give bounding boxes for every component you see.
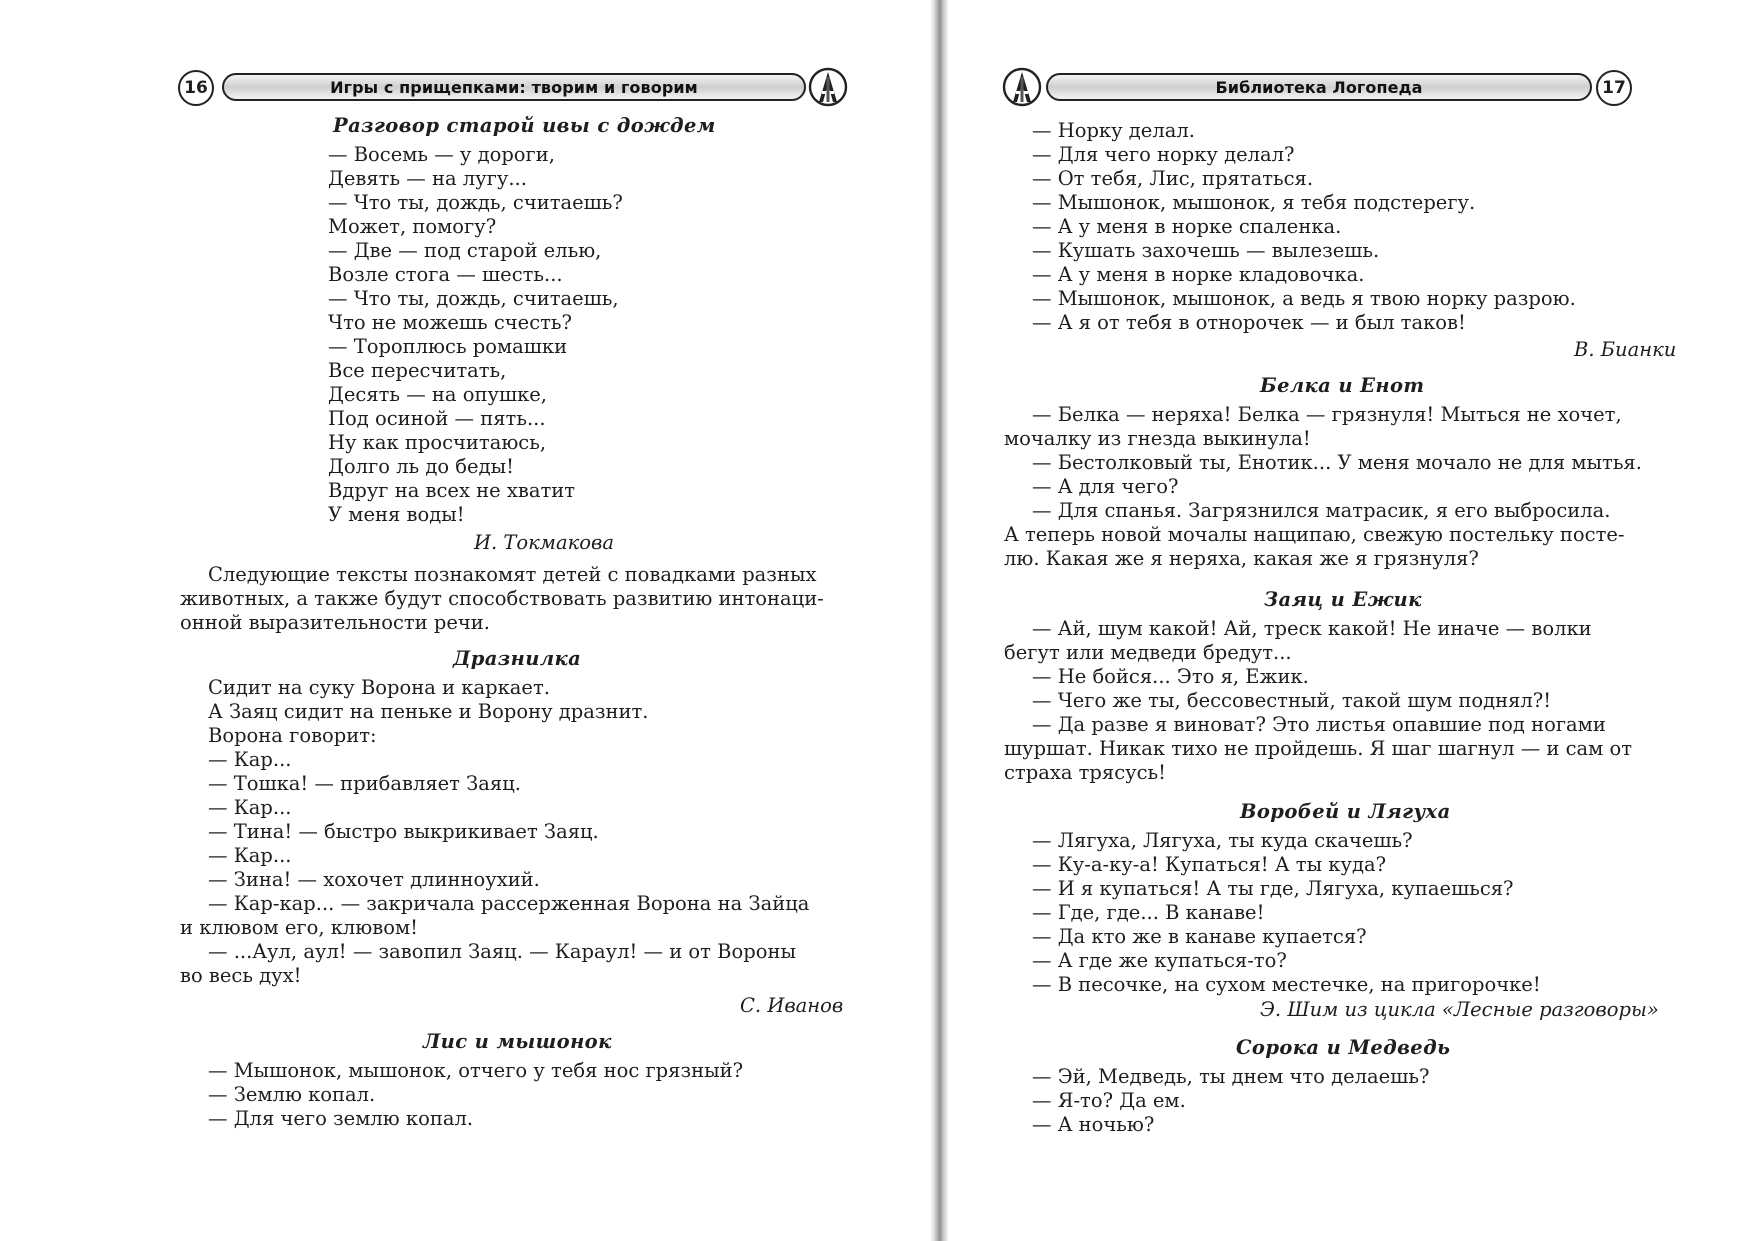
story-line: — Для спанья. Загрязнился матрасик, я его выбросила. [1032, 499, 1611, 522]
poem-line: — Восемь — у дороги, [328, 143, 555, 166]
story-line: и клювом его, клювом! [180, 916, 418, 939]
book-spine [930, 0, 948, 1241]
story-line: А теперь новой мочалы нащипаю, свежую постельку посте- [1004, 523, 1625, 546]
story-title: Заяц и Ежик [1264, 588, 1422, 611]
story-line: во весь дух! [180, 964, 302, 987]
story-line: — Эй, Медведь, ты днем что делаешь? [1032, 1065, 1430, 1088]
poem-line: — Тороплюсь ромашки [328, 335, 568, 358]
running-header: Игры с прищепками: творим и говорим [222, 73, 806, 101]
story-line: — Где, где... В канаве! [1032, 901, 1265, 924]
story-line: — Мышонок, мышонок, я тебя подстерегу. [1032, 191, 1476, 214]
story-line: — В песочке, на сухом местечке, на пригорочке! [1032, 973, 1541, 996]
story-line: — Чего же ты, бессовестный, такой шум поднял?! [1032, 689, 1552, 712]
story-line: — А ночью? [1032, 1113, 1155, 1136]
poem-title: Разговор старой ивы с дождем [333, 114, 716, 137]
poem-line: Девять — на лугу... [328, 167, 527, 190]
story-line: — Ку-а-ку-а! Купаться! А ты куда? [1032, 853, 1387, 876]
poem-line: Долго ль до беды! [328, 455, 514, 478]
poem-line: У меня воды! [328, 503, 465, 526]
story-line: А Заяц сидит на пеньке и Ворону дразнит. [208, 700, 649, 723]
story-line: шуршат. Никак тихо не пройдешь. Я шаг шагнул — и сам от [1004, 737, 1633, 760]
story-line: — А я от тебя в отнорочек — и был таков! [1032, 311, 1466, 334]
story-line: — Кар... [208, 844, 292, 867]
story-line: — Кар-кар... — закричала рассерженная Ворона на Зайца [208, 892, 810, 915]
story-line: бегут или медведи бредут... [1004, 641, 1292, 664]
poem-line: Возле стога — шесть... [328, 263, 563, 286]
poem-author: И. Токмакова [474, 531, 614, 554]
story-line: — Норку делал. [1032, 119, 1195, 142]
story-title: Белка и Енот [1260, 374, 1425, 397]
story-line: — Кар... [208, 796, 292, 819]
story-line: — Бестолковый ты, Енотик... У меня мочало не для мытья. [1032, 451, 1642, 474]
page-number: 17 [1596, 70, 1632, 106]
story-line: — Мышонок, мышонок, а ведь я твою норку разрою. [1032, 287, 1576, 310]
story-line: — А где же купаться-то? [1032, 949, 1287, 972]
story-line: — Лягуха, Лягуха, ты куда скачешь? [1032, 829, 1413, 852]
story-line: страха трясусь! [1004, 761, 1166, 784]
story-title: Дразнилка [453, 647, 582, 670]
story-line: — Тошка! — прибавляет Заяц. [208, 772, 521, 795]
story-line: — Землю копал. [208, 1083, 376, 1106]
story-line: — Мышонок, мышонок, отчего у тебя нос грязный? [208, 1059, 744, 1082]
story-line: Ворона говорит: [208, 724, 377, 747]
story-line: — Да кто же в канаве купается? [1032, 925, 1367, 948]
running-header: Библиотека Логопеда [1046, 73, 1592, 101]
story-author: В. Бианки [1574, 338, 1677, 361]
story-line: — Я-то? Да ем. [1032, 1089, 1186, 1112]
story-line: — Белка — неряха! Белка — грязнуля! Мыться не хочет, [1032, 403, 1622, 426]
right-page [948, 0, 1741, 1241]
intro-line: животных, а также будут способствовать развитию интонаци- [180, 587, 824, 610]
story-line: — Кар... [208, 748, 292, 771]
story-line: — Кушать захочешь — вылезешь. [1032, 239, 1380, 262]
story-title: Воробей и Лягуха [1240, 800, 1451, 823]
story-line: мочалку из гнезда выкинула! [1004, 427, 1311, 450]
story-line: — А у меня в норке кладовочка. [1032, 263, 1365, 286]
story-line: — Не бойся... Это я, Ежик. [1032, 665, 1309, 688]
page-number: 16 [178, 70, 214, 106]
story-author: С. Иванов [740, 994, 844, 1017]
poem-line: Десять — на опушке, [328, 383, 548, 406]
poem-line: — Две — под старой елью, [328, 239, 602, 262]
story-line: — И я купаться! А ты где, Лягуха, купаешься? [1032, 877, 1514, 900]
intro-line: онной выразительности речи. [180, 611, 490, 634]
poem-line: Может, помогу? [328, 215, 497, 238]
poem-line: — Что ты, дождь, считаешь? [328, 191, 623, 214]
poem-line: — Что ты, дождь, считаешь, [328, 287, 619, 310]
story-line: — А для чего? [1032, 475, 1179, 498]
story-line: Сидит на суку Ворона и каркает. [208, 676, 550, 699]
story-title: Сорока и Медведь [1236, 1036, 1451, 1059]
poem-line: Вдруг на всех не хватит [328, 479, 576, 502]
story-line: — Да разве я виноват? Это листья опавшие под ногами [1032, 713, 1606, 736]
poem-line: Под осиной — пять... [328, 407, 546, 430]
story-author: Э. Шим из цикла «Лесные разговоры» [1260, 998, 1659, 1021]
story-line: — Ай, шум какой! Ай, треск какой! Не иначе — волки [1032, 617, 1592, 640]
story-line: — Для чего норку делал? [1032, 143, 1295, 166]
story-line: — От тебя, Лис, прятаться. [1032, 167, 1314, 190]
poem-line: Все пересчитать, [328, 359, 507, 382]
story-line: — Тина! — быстро выкрикивает Заяц. [208, 820, 599, 843]
story-title: Лис и мышонок [423, 1030, 612, 1053]
story-line: — А у меня в норке спаленка. [1032, 215, 1342, 238]
story-line: лю. Какая же я неряха, какая же я грязнуля? [1004, 547, 1479, 570]
story-line: — Зина! — хохочет длинноухий. [208, 868, 540, 891]
poem-line: Что не можешь счесть? [328, 311, 572, 334]
story-line: — Для чего землю копал. [208, 1107, 474, 1130]
intro-line: Следующие тексты познакомят детей с повадками разных [208, 563, 817, 586]
right-page-content [948, 0, 1741, 1241]
story-line: — ...Аул, аул! — завопил Заяц. — Караул! — и от Вороны [208, 940, 796, 963]
poem-line: Ну как просчитаюсь, [328, 431, 547, 454]
